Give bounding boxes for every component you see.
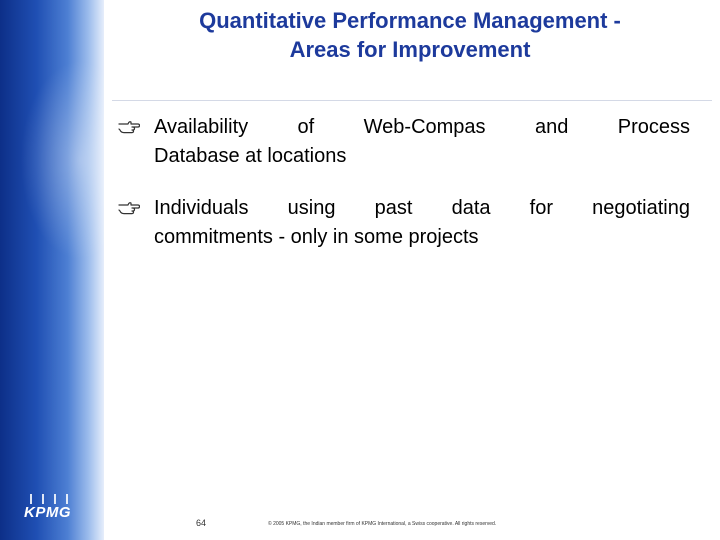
bullet-1-line-2: Database at locations	[154, 145, 347, 167]
logo-bar	[30, 494, 32, 504]
bullet-item-1	[118, 113, 690, 171]
hand-pointing-icon	[118, 120, 140, 134]
bullet-2-line-2: commitments - only in some projects	[154, 226, 479, 248]
bullet-text-2	[154, 194, 690, 223]
slide-title	[112, 6, 708, 64]
title-divider	[112, 100, 712, 101]
logo-bar	[66, 494, 68, 504]
bullet-text-1b	[154, 142, 690, 171]
logo-bar	[54, 494, 56, 504]
footer-copyright: © 2005 KPMG, the Indian member firm of KPMG International, a Swiss cooperative. All rights reserved.	[268, 521, 497, 527]
bullet-text-2b	[154, 223, 690, 252]
bullet-1-line-1: Availability of Web-Compas and Process	[154, 116, 690, 138]
slide-title-line-2: Areas for Improvement	[289, 37, 531, 62]
bullet-item-2	[118, 194, 690, 252]
slide-title-line-1: Quantitative Performance Management -	[199, 8, 621, 33]
hand-pointing-icon	[118, 201, 140, 215]
logo-bars	[28, 494, 78, 504]
kpmg-logo	[24, 494, 88, 524]
logo-bar	[42, 494, 44, 504]
page-number: 64	[196, 518, 207, 528]
sidebar-glow	[20, 60, 104, 260]
sidebar-background	[0, 0, 104, 540]
logo-text: KPMG	[24, 504, 71, 521]
bullet-text-1	[154, 113, 690, 142]
bullet-2-line-1: Individuals using past data for negotiating	[154, 197, 690, 219]
